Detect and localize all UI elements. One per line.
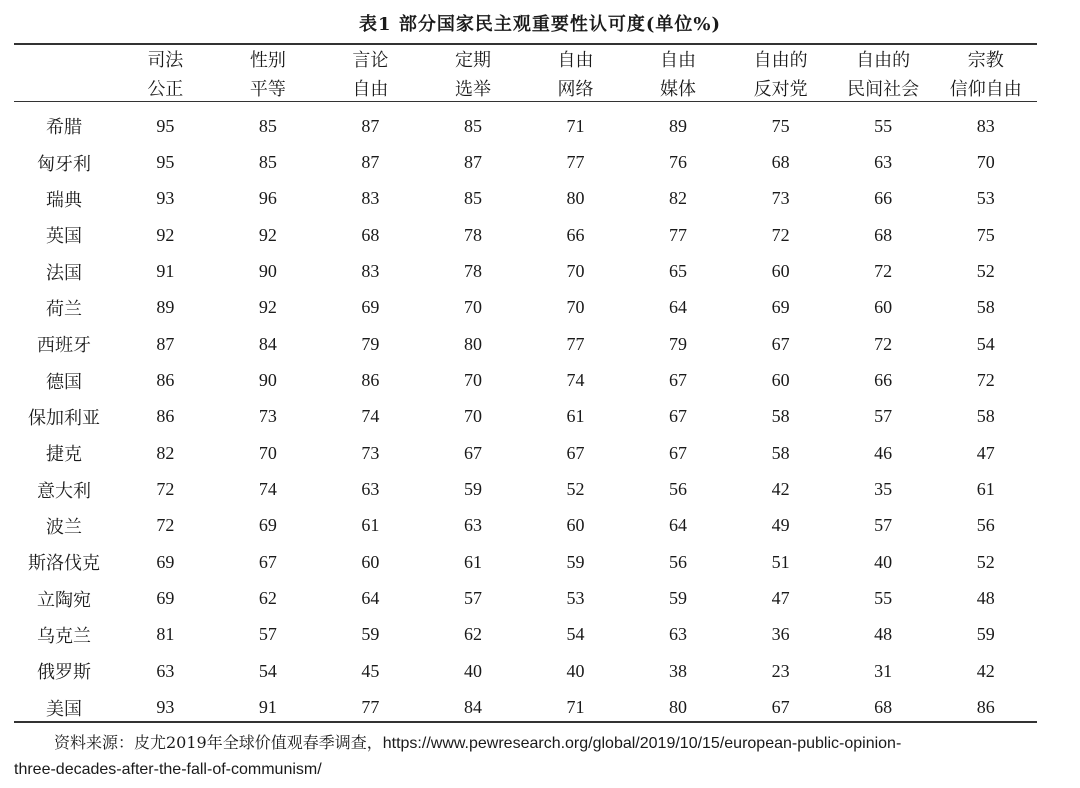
value-cell: 31 (874, 660, 893, 681)
value-cell: 63 (463, 515, 482, 536)
value-cell: 36 (771, 624, 790, 645)
table-row (14, 144, 1037, 180)
column-header-line: 自由的 (753, 50, 808, 71)
source-url-line2[interactable]: three-decades-after-the-fall-of-communism/ (14, 761, 322, 778)
value-cell: 85 (258, 115, 277, 136)
value-cell: 70 (976, 152, 995, 173)
value-cell: 52 (976, 261, 995, 282)
value-cell: 67 (669, 406, 688, 427)
value-cell: 73 (361, 442, 380, 463)
value-cell: 84 (463, 697, 482, 718)
value-cell: 58 (771, 442, 790, 463)
value-cell: 91 (156, 261, 175, 282)
value-cell: 60 (771, 261, 790, 282)
value-cell: 46 (874, 442, 893, 463)
column-header (319, 46, 422, 104)
table-row (14, 471, 1037, 507)
value-cell: 40 (566, 660, 585, 681)
value-cell: 85 (258, 152, 277, 173)
value-cell: 81 (156, 624, 175, 645)
value-cell: 38 (669, 660, 688, 681)
value-cell: 69 (361, 297, 380, 318)
value-cell: 73 (771, 188, 790, 209)
table-row (14, 508, 1037, 544)
value-cell: 80 (669, 697, 688, 718)
value-cell: 90 (258, 261, 277, 282)
value-cell: 86 (976, 697, 995, 718)
value-cell: 59 (976, 624, 995, 645)
value-cell: 70 (463, 406, 482, 427)
value-cell: 87 (463, 152, 482, 173)
column-header-line: 司法 (147, 50, 184, 71)
value-cell: 55 (874, 115, 893, 136)
value-cell: 86 (156, 406, 175, 427)
value-cell: 70 (258, 442, 277, 463)
value-cell: 95 (156, 115, 175, 136)
value-cell: 69 (156, 551, 175, 572)
value-cell: 23 (771, 660, 790, 681)
value-cell: 87 (361, 115, 380, 136)
table-row (14, 253, 1037, 289)
value-cell: 77 (669, 224, 688, 245)
table-row (14, 362, 1037, 398)
column-header (524, 46, 627, 104)
value-cell: 70 (566, 297, 585, 318)
value-cell: 54 (258, 660, 277, 681)
value-cell: 63 (156, 660, 175, 681)
column-header (114, 46, 217, 104)
value-cell: 68 (874, 697, 893, 718)
value-cell: 58 (976, 297, 995, 318)
header-corner (14, 46, 114, 104)
value-cell: 57 (258, 624, 277, 645)
value-cell: 71 (566, 115, 585, 136)
value-cell: 67 (566, 442, 585, 463)
source-lead: 资料来源：皮尤2019年全球价值观春季调查， (54, 733, 383, 752)
column-header-line: 自由 (660, 50, 697, 71)
country-name: 英国 (46, 226, 83, 248)
table-row (14, 435, 1037, 471)
table-row (14, 399, 1037, 435)
value-cell: 35 (874, 479, 893, 500)
table-row (14, 104, 1037, 144)
value-cell: 40 (463, 660, 482, 681)
column-header-line: 选举 (454, 79, 491, 100)
column-header-line: 网络 (557, 79, 594, 100)
column-header-line: 言论 (352, 50, 389, 71)
value-cell: 61 (976, 479, 995, 500)
value-cell: 70 (463, 297, 482, 318)
value-cell: 58 (976, 406, 995, 427)
value-cell: 96 (258, 188, 277, 209)
column-header-line: 信仰自由 (949, 79, 1022, 100)
value-cell: 57 (874, 515, 893, 536)
column-header-line: 民间社会 (847, 79, 920, 100)
value-cell: 64 (361, 588, 380, 609)
value-cell: 83 (361, 188, 380, 209)
country-name: 希腊 (46, 117, 83, 139)
value-cell: 57 (463, 588, 482, 609)
value-cell: 48 (976, 588, 995, 609)
table-caption: 表1 部分国家民主观重要性认可度(单位%) (359, 14, 721, 35)
table-row (14, 544, 1037, 580)
column-header-line: 公正 (147, 79, 184, 100)
value-cell: 70 (566, 261, 585, 282)
value-cell: 67 (771, 333, 790, 354)
value-cell: 72 (771, 224, 790, 245)
value-cell: 59 (669, 588, 688, 609)
value-cell: 61 (566, 406, 585, 427)
value-cell: 49 (771, 515, 790, 536)
column-header (627, 46, 730, 104)
value-cell: 93 (156, 188, 175, 209)
value-cell: 56 (669, 479, 688, 500)
value-cell: 66 (566, 224, 585, 245)
value-cell: 89 (669, 115, 688, 136)
table-row (14, 617, 1037, 653)
value-cell: 71 (566, 697, 585, 718)
column-header (729, 46, 832, 104)
value-cell: 87 (361, 152, 380, 173)
value-cell: 82 (156, 442, 175, 463)
value-cell: 68 (361, 224, 380, 245)
value-cell: 77 (566, 333, 585, 354)
value-cell: 65 (669, 261, 688, 282)
country-name: 匈牙利 (37, 153, 92, 175)
value-cell: 69 (771, 297, 790, 318)
value-cell: 54 (976, 333, 995, 354)
value-cell: 78 (463, 224, 482, 245)
value-cell: 66 (874, 370, 893, 391)
value-cell: 76 (669, 152, 688, 173)
country-name: 波兰 (46, 516, 83, 538)
source-note (14, 730, 1054, 783)
column-header-line: 平等 (249, 79, 286, 100)
value-cell: 67 (669, 370, 688, 391)
country-name: 法国 (46, 262, 83, 284)
value-cell: 59 (566, 551, 585, 572)
value-cell: 60 (874, 297, 893, 318)
country-name: 乌克兰 (37, 625, 92, 647)
value-cell: 75 (976, 224, 995, 245)
country-name: 斯洛伐克 (28, 553, 101, 575)
country-name: 意大利 (37, 480, 92, 502)
value-cell: 86 (361, 370, 380, 391)
value-cell: 72 (874, 261, 893, 282)
value-cell: 70 (463, 370, 482, 391)
value-cell: 80 (463, 333, 482, 354)
value-cell: 47 (771, 588, 790, 609)
column-header-line: 反对党 (753, 79, 808, 100)
value-cell: 69 (156, 588, 175, 609)
value-cell: 63 (361, 479, 380, 500)
value-cell: 78 (463, 261, 482, 282)
column-header-line: 自由 (352, 79, 389, 100)
source-url-line1[interactable]: https://www.pewresearch.org/global/2019/10/15/european-public-opinion- (382, 735, 902, 752)
value-cell: 68 (771, 152, 790, 173)
value-cell: 72 (156, 515, 175, 536)
value-cell: 61 (463, 551, 482, 572)
value-cell: 63 (669, 624, 688, 645)
country-name: 瑞典 (46, 189, 83, 211)
column-header-line: 宗教 (967, 50, 1004, 71)
column-header (832, 46, 935, 104)
value-cell: 64 (669, 297, 688, 318)
value-cell: 74 (258, 479, 277, 500)
country-name: 德国 (46, 371, 83, 393)
column-header (422, 46, 525, 104)
value-cell: 69 (258, 515, 277, 536)
column-header-line: 自由 (557, 50, 594, 71)
country-name: 保加利亚 (28, 407, 101, 429)
value-cell: 52 (566, 479, 585, 500)
value-cell: 86 (156, 370, 175, 391)
country-name: 西班牙 (37, 335, 92, 357)
value-cell: 80 (566, 188, 585, 209)
country-name: 美国 (46, 698, 83, 720)
value-cell: 55 (874, 588, 893, 609)
table-body (14, 104, 1037, 726)
value-cell: 64 (669, 515, 688, 536)
value-cell: 67 (771, 697, 790, 718)
country-name: 捷克 (46, 444, 83, 466)
value-cell: 72 (874, 333, 893, 354)
value-cell: 87 (156, 333, 175, 354)
column-header (934, 46, 1037, 104)
value-cell: 72 (156, 479, 175, 500)
value-cell: 90 (258, 370, 277, 391)
country-name: 荷兰 (46, 298, 83, 320)
table-row (14, 580, 1037, 616)
value-cell: 73 (258, 406, 277, 427)
table-row (14, 181, 1037, 217)
column-header-line: 性别 (249, 50, 286, 71)
country-name: 立陶宛 (37, 589, 92, 611)
value-cell: 85 (463, 188, 482, 209)
value-cell: 68 (874, 224, 893, 245)
value-cell: 77 (361, 697, 380, 718)
value-cell: 84 (258, 333, 277, 354)
table-row (14, 217, 1037, 253)
value-cell: 40 (874, 551, 893, 572)
value-cell: 67 (669, 442, 688, 463)
value-cell: 95 (156, 152, 175, 173)
value-cell: 85 (463, 115, 482, 136)
table-row (14, 653, 1037, 689)
value-cell: 42 (976, 660, 995, 681)
value-cell: 83 (976, 115, 995, 136)
value-cell: 60 (361, 551, 380, 572)
value-cell: 91 (258, 697, 277, 718)
value-cell: 45 (361, 660, 380, 681)
value-cell: 72 (976, 370, 995, 391)
value-cell: 47 (976, 442, 995, 463)
table-header-row (14, 46, 1037, 104)
value-cell: 48 (874, 624, 893, 645)
value-cell: 60 (566, 515, 585, 536)
value-cell: 56 (976, 515, 995, 536)
table-row (14, 326, 1037, 362)
column-header-line: 定期 (454, 50, 491, 71)
column-header-line: 自由的 (856, 50, 911, 71)
value-cell: 67 (258, 551, 277, 572)
value-cell: 75 (771, 115, 790, 136)
table-row (14, 290, 1037, 326)
value-cell: 62 (258, 588, 277, 609)
value-cell: 79 (669, 333, 688, 354)
value-cell: 77 (566, 152, 585, 173)
country-name: 俄罗斯 (37, 662, 92, 684)
column-header-line: 媒体 (660, 79, 697, 100)
value-cell: 61 (361, 515, 380, 536)
value-cell: 66 (874, 188, 893, 209)
value-cell: 93 (156, 697, 175, 718)
value-cell: 59 (463, 479, 482, 500)
value-cell: 60 (771, 370, 790, 391)
value-cell: 74 (566, 370, 585, 391)
value-cell: 62 (463, 624, 482, 645)
value-cell: 67 (463, 442, 482, 463)
value-cell: 63 (874, 152, 893, 173)
value-cell: 79 (361, 333, 380, 354)
value-cell: 51 (771, 551, 790, 572)
column-header (217, 46, 320, 104)
value-cell: 42 (771, 479, 790, 500)
value-cell: 92 (258, 224, 277, 245)
value-cell: 53 (566, 588, 585, 609)
value-cell: 92 (258, 297, 277, 318)
data-table (14, 46, 1037, 726)
value-cell: 59 (361, 624, 380, 645)
value-cell: 74 (361, 406, 380, 427)
table-top-rule (14, 43, 1037, 45)
table-row (14, 690, 1037, 726)
value-cell: 52 (976, 551, 995, 572)
value-cell: 54 (566, 624, 585, 645)
value-cell: 57 (874, 406, 893, 427)
value-cell: 92 (156, 224, 175, 245)
value-cell: 53 (976, 188, 995, 209)
value-cell: 58 (771, 406, 790, 427)
value-cell: 83 (361, 261, 380, 282)
value-cell: 89 (156, 297, 175, 318)
value-cell: 82 (669, 188, 688, 209)
value-cell: 56 (669, 551, 688, 572)
